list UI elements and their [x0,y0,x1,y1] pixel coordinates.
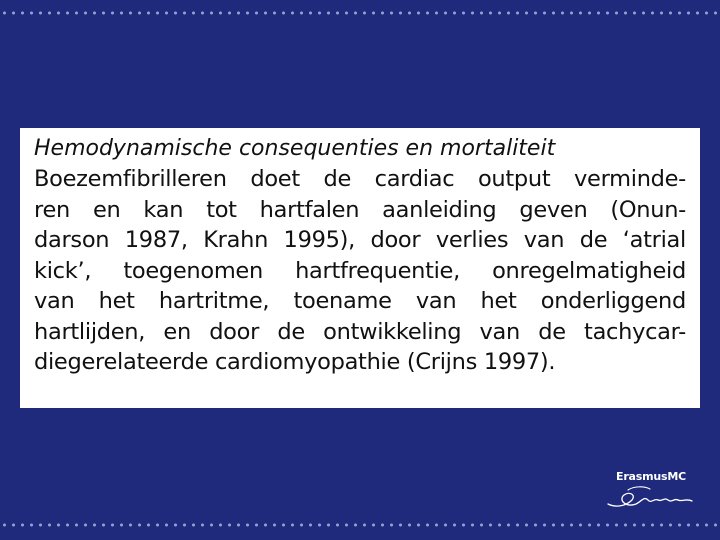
erasmus-mc-logo [606,470,702,514]
top-dotted-divider [0,10,720,16]
body-line: darson 1987, Krahn 1995), door verlies van de ‘atrial [34,227,686,253]
body-line: hartlijden, en door de ontwikkeling van de tachycar- [34,318,686,345]
body-line: ren en kan tot hartfalen aanleiding geven (Onun- [34,196,686,223]
body-line: kick’, toegenomen hartfrequentie, onregelmatigheid [34,257,686,284]
body-paragraph [34,164,686,378]
erasmus-signature-icon [606,482,702,514]
logo-wordmark: ErasmusMC [616,470,686,483]
section-heading: Hemodynamische consequenties en mortaliteit [34,136,556,161]
body-line: Boezemfibrilleren doet de cardiac output verminde- [34,166,686,192]
body-line: van het hartritme, toename van het onderliggend [34,288,686,314]
bottom-dotted-divider [0,522,720,528]
body-line: diegerelateerde cardiomyopathie (Crijns 1997). [34,349,556,375]
text-panel [20,128,700,408]
